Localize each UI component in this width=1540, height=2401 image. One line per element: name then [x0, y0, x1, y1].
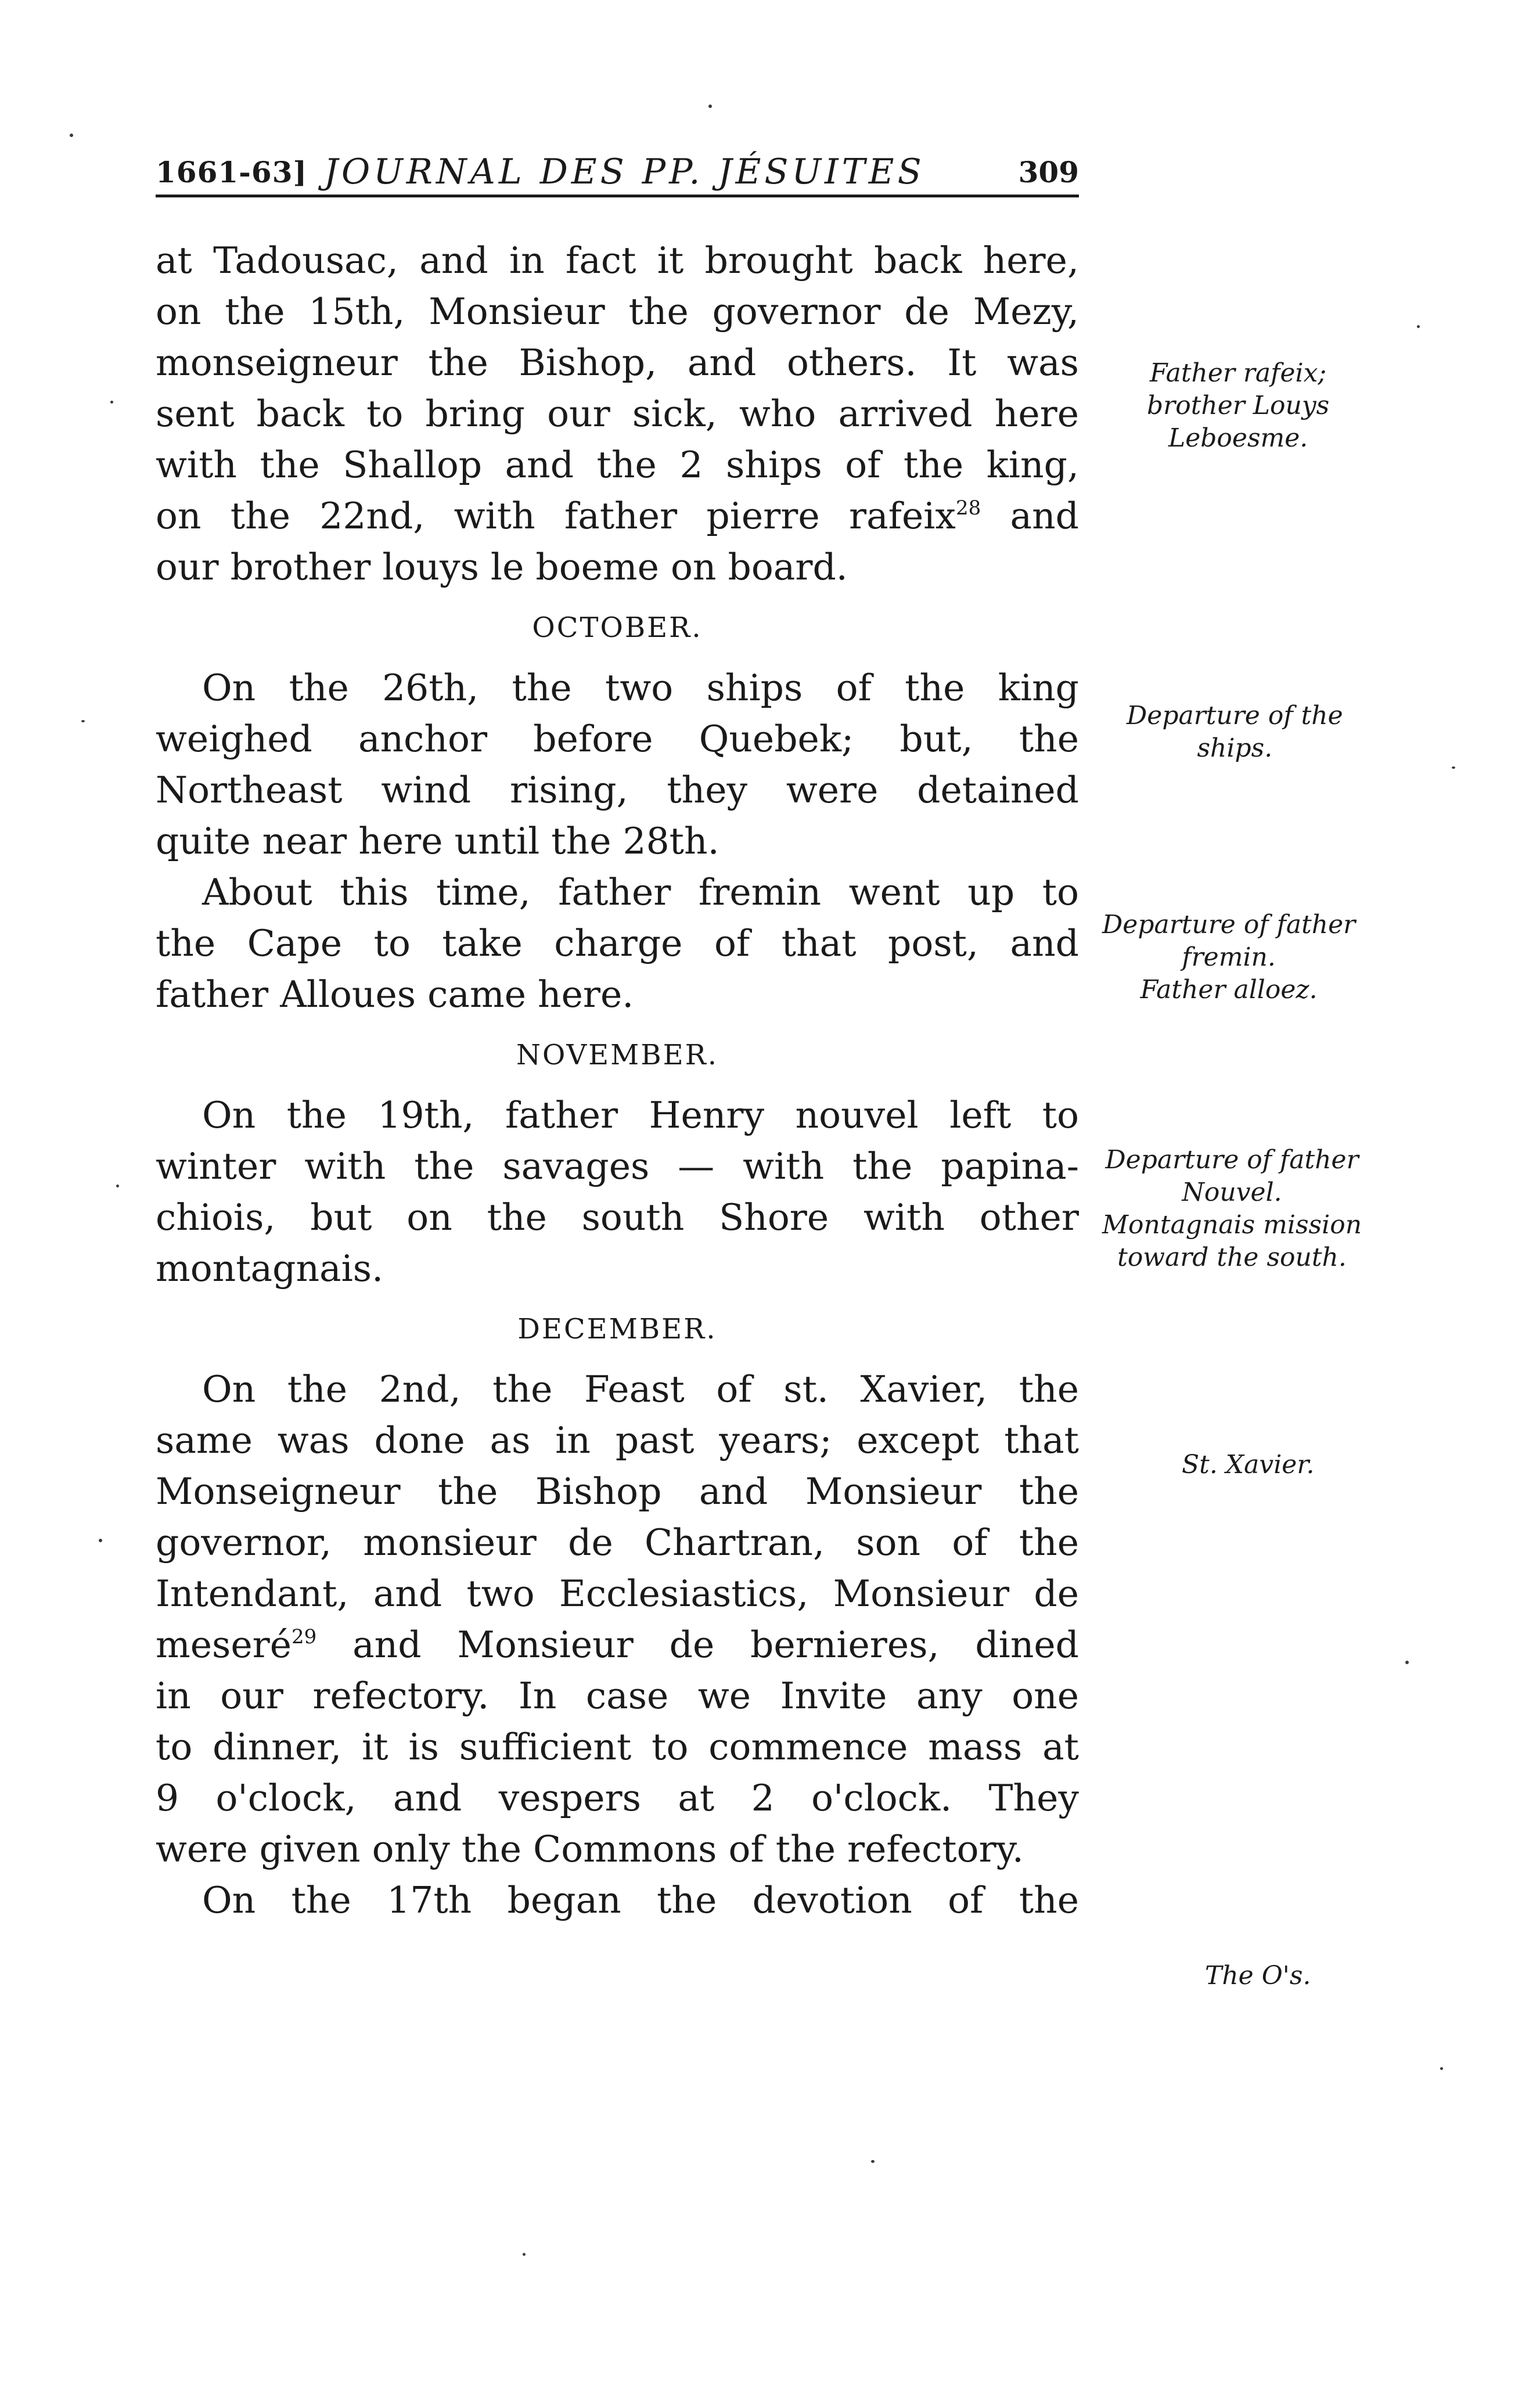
text-line: Intendant, and two Ecclesiastics, Monsieur de — [156, 1572, 1079, 1615]
text-line: with the Shallop and the 2 ships of the king, — [156, 444, 1079, 486]
scan-speck — [523, 2253, 526, 2256]
scan-speck — [708, 105, 712, 108]
margin-note-fremin — [1102, 909, 1355, 1006]
margin-note-line: fremin. — [1182, 942, 1276, 972]
text-line: About this time, father fremin went up to — [202, 871, 1079, 913]
text-line: father Alloues came here. — [156, 973, 634, 1016]
scan-speck — [116, 1185, 119, 1187]
text-line: quite near here until the 28th. — [156, 820, 719, 862]
text-line: winter with the savages — with the papina- — [156, 1145, 1079, 1187]
text-line: monseigneur the Bishop, and others. It was — [156, 341, 1079, 384]
text-line: at Tadousac, and in fact it brought back here, — [156, 239, 1079, 282]
scan-speck — [1452, 766, 1455, 769]
scan-speck — [110, 401, 113, 404]
margin-note-line: The O's. — [1205, 1961, 1311, 1990]
text-line: On the 19th, father Henry nouvel left to — [202, 1094, 1079, 1136]
text-line: Northeast wind rising, they were detained — [156, 769, 1079, 811]
text-line — [156, 1619, 1079, 1671]
text-line: our brother louys le boeme on board. — [156, 546, 848, 588]
month-heading-november: NOVEMBER. — [516, 1039, 719, 1071]
month-heading-october: OCTOBER. — [532, 611, 703, 644]
text-fragment: meseré — [156, 1624, 292, 1666]
margin-note-rafeix — [1147, 357, 1329, 455]
text-line: chiois, but on the south Shore with other — [156, 1196, 1079, 1239]
margin-note-ships — [1127, 700, 1343, 765]
text-line: to dinner, it is sufficient to commence mass at — [156, 1726, 1079, 1768]
header-title: JOURNAL DES PP. JÉSUITES — [324, 152, 925, 192]
scan-speck — [70, 134, 73, 137]
margin-note-line: St. Xavier. — [1182, 1450, 1315, 1480]
scan-speck — [81, 720, 85, 722]
text-line: 9 o'clock, and vespers at 2 o'clock. They — [156, 1777, 1079, 1819]
margin-note-line: Departure of the — [1127, 701, 1343, 730]
page-number: 309 — [1018, 155, 1079, 189]
body-text — [156, 235, 1079, 1926]
month-heading-december: DECEMBER. — [517, 1313, 717, 1345]
text-line: On the 26th, the two ships of the king — [202, 667, 1079, 709]
margin-note-line: Nouvel. — [1182, 1178, 1282, 1207]
scan-speck — [1405, 1661, 1409, 1664]
text-line: governor, monsieur de Chartran, son of the — [156, 1521, 1079, 1564]
text-line: On the 2nd, the Feast of st. Xavier, the — [202, 1368, 1079, 1410]
margin-note-line: Montagnais mission — [1102, 1210, 1362, 1240]
text-line: montagnais. — [156, 1247, 384, 1290]
text-line: the Cape to take charge of that post, and — [156, 922, 1079, 964]
text-line: sent back to bring our sick, who arrived here — [156, 393, 1079, 435]
margin-note-line: toward the south. — [1117, 1243, 1347, 1272]
margin-note-line: Father rafeix; — [1150, 358, 1327, 388]
text-line: in our refectory. In case we Invite any one — [156, 1675, 1079, 1717]
scan-speck — [871, 2160, 875, 2163]
text-fragment: and Monsieur de bernieres, dined — [352, 1624, 1080, 1666]
text-line: on the 15th, Monsieur the governor de Mezy, — [156, 290, 1079, 333]
text-fragment: and — [1010, 495, 1079, 537]
text-line: were given only the Commons of the refectory. — [156, 1828, 1024, 1870]
text-line: weighed anchor before Quebek; but, the — [156, 718, 1079, 760]
margin-note-line: Departure of father — [1102, 910, 1356, 939]
text-line: same was done as in past years; except that — [156, 1419, 1079, 1462]
text-line: On the 17th began the devotion of the — [202, 1879, 1079, 1921]
text-line — [156, 491, 1079, 542]
running-header — [156, 148, 1079, 197]
header-years: 1661-63] — [156, 155, 308, 189]
margin-note-nouvel — [1102, 1144, 1362, 1274]
margin-note-xavier — [1182, 1449, 1315, 1481]
margin-note-line: ships. — [1197, 733, 1273, 763]
footnote-mark: 29 — [292, 1625, 317, 1648]
scan-speck — [99, 1539, 102, 1542]
footnote-mark: 28 — [955, 496, 981, 520]
scan-speck — [1440, 2067, 1443, 2070]
margin-note-line: Leboesme. — [1168, 423, 1308, 453]
margin-note-os — [1205, 1960, 1311, 1992]
text-fragment: on the 22nd, with father pierre rafeix — [156, 495, 956, 537]
text-line: Monseigneur the Bishop and Monsieur the — [156, 1470, 1079, 1513]
scan-speck — [1417, 325, 1420, 328]
margin-note-line: Departure of father — [1105, 1145, 1359, 1175]
margin-note-line: Father alloez. — [1140, 975, 1318, 1005]
margin-note-line: brother Louys — [1147, 391, 1330, 420]
